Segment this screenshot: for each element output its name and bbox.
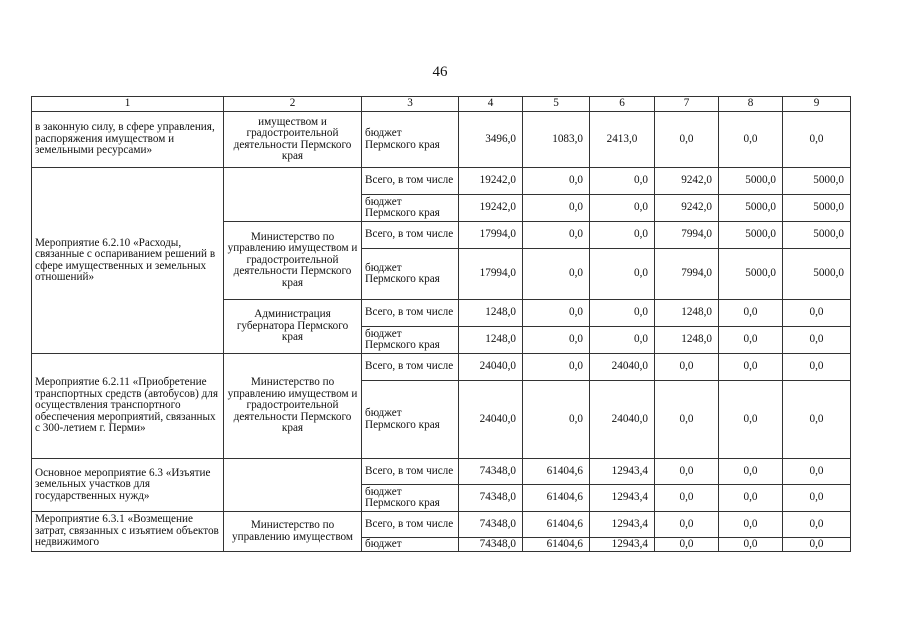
value-cell: 0,0 (783, 512, 851, 538)
value-cell: 12943,4 (590, 538, 655, 552)
source-cell: Всего, в том числе (362, 459, 459, 485)
source-cell: бюджет Пермского края (362, 249, 459, 300)
value-cell: 61404,6 (523, 512, 590, 538)
value-cell: 74348,0 (459, 459, 523, 485)
value-cell: 0,0 (590, 195, 655, 222)
value-cell: 1083,0 (523, 112, 590, 168)
value-cell: 0,0 (590, 249, 655, 300)
value-cell: 0,0 (719, 538, 783, 552)
value-cell: 19242,0 (459, 195, 523, 222)
value-cell: 74348,0 (459, 538, 523, 552)
source-cell: Всего, в том числе (362, 512, 459, 538)
col-header: 3 (362, 97, 459, 112)
activity-cell: Мероприятие 6.2.11 «Приобретение транспортных средств (автобусов) для осуществления транспортного обеспечения мероприятий, связанных с 300-летием г. Перми» (32, 354, 224, 459)
executor-cell: имуществом и градостроительной деятельности Пермского края (224, 112, 362, 168)
value-cell: 74348,0 (459, 485, 523, 512)
value-cell: 5000,0 (783, 249, 851, 300)
header-row (32, 97, 851, 112)
source-cell: Всего, в том числе (362, 300, 459, 327)
value-cell: 0,0 (590, 222, 655, 249)
value-cell: 19242,0 (459, 168, 523, 195)
value-cell: 0,0 (523, 222, 590, 249)
executor-cell: Министерство по управлению имуществом и градостроительной деятельности Пермского края (224, 222, 362, 300)
value-cell: 0,0 (719, 354, 783, 381)
value-cell: 5000,0 (783, 195, 851, 222)
executor-cell (224, 168, 362, 222)
source-cell: бюджет Пермского края (362, 485, 459, 512)
value-cell: 0,0 (655, 459, 719, 485)
value-cell: 24040,0 (590, 381, 655, 459)
value-cell: 5000,0 (719, 249, 783, 300)
table-row (32, 112, 851, 168)
col-header: 1 (32, 97, 224, 112)
col-header: 5 (523, 97, 590, 112)
value-cell: 0,0 (719, 300, 783, 327)
value-cell: 24040,0 (590, 354, 655, 381)
value-cell: 0,0 (719, 112, 783, 168)
activity-cell: Мероприятие 6.2.10 «Расходы, связанные с оспариванием решений в сфере имущественных и земельных отношений» (32, 168, 224, 354)
value-cell: 61404,6 (523, 459, 590, 485)
executor-cell: Министерство по управлению имуществом и градостроительной деятельности Пермского края (224, 354, 362, 459)
value-cell: 61404,6 (523, 485, 590, 512)
value-cell: 12943,4 (590, 512, 655, 538)
value-cell: 17994,0 (459, 249, 523, 300)
value-cell: 9242,0 (655, 195, 719, 222)
value-cell: 0,0 (655, 354, 719, 381)
value-cell: 0,0 (719, 381, 783, 459)
value-cell: 0,0 (523, 381, 590, 459)
source-cell: бюджет Пермского края (362, 381, 459, 459)
value-cell: 1248,0 (459, 300, 523, 327)
col-header: 6 (590, 97, 655, 112)
value-cell: 0,0 (655, 112, 719, 168)
activity-cell: Основное мероприятие 6.3 «Изъятие земельных участков для государственных нужд» (32, 459, 224, 512)
value-cell: 0,0 (523, 249, 590, 300)
table-row (32, 459, 851, 485)
source-cell: бюджет Пермского края (362, 327, 459, 354)
value-cell: 0,0 (719, 512, 783, 538)
value-cell: 1248,0 (655, 327, 719, 354)
executor-cell: Администрация губернатора Пермского края (224, 300, 362, 354)
value-cell: 0,0 (783, 327, 851, 354)
page-number: 46 (432, 64, 448, 80)
value-cell: 3496,0 (459, 112, 523, 168)
value-cell: 12943,4 (590, 459, 655, 485)
source-cell: Всего, в том числе (362, 222, 459, 249)
value-cell: 0,0 (783, 538, 851, 552)
value-cell: 0,0 (719, 459, 783, 485)
value-cell: 5000,0 (719, 168, 783, 195)
activity-cell: в законную силу, в сфере управления, распоряжения имуществом и земельными ресурсами» (32, 112, 224, 168)
source-cell: бюджет Пермского края (362, 112, 459, 168)
value-cell: 0,0 (523, 327, 590, 354)
value-cell: 0,0 (655, 485, 719, 512)
value-cell: 17994,0 (459, 222, 523, 249)
value-cell: 0,0 (590, 300, 655, 327)
value-cell: 0,0 (590, 168, 655, 195)
value-cell: 0,0 (783, 300, 851, 327)
value-cell: 1248,0 (459, 327, 523, 354)
value-cell: 7994,0 (655, 222, 719, 249)
value-cell: 61404,6 (523, 538, 590, 552)
col-header: 9 (783, 97, 851, 112)
value-cell: 0,0 (655, 538, 719, 552)
value-cell: 5000,0 (783, 168, 851, 195)
source-cell: бюджет (362, 538, 459, 552)
value-cell: 0,0 (783, 381, 851, 459)
activity-cell: Мероприятие 6.3.1 «Возмещение затрат, связанных с изъятием объектов недвижимого (32, 512, 224, 552)
value-cell: 0,0 (783, 354, 851, 381)
source-cell: Всего, в том числе (362, 354, 459, 381)
value-cell: 0,0 (523, 300, 590, 327)
value-cell: 0,0 (719, 485, 783, 512)
executor-cell (224, 459, 362, 512)
value-cell: 9242,0 (655, 168, 719, 195)
source-cell: Всего, в том числе (362, 168, 459, 195)
value-cell: 5000,0 (719, 222, 783, 249)
value-cell: 0,0 (590, 327, 655, 354)
value-cell: 0,0 (719, 327, 783, 354)
col-header: 8 (719, 97, 783, 112)
value-cell: 74348,0 (459, 512, 523, 538)
value-cell: 0,0 (783, 459, 851, 485)
value-cell: 0,0 (523, 354, 590, 381)
value-cell: 0,0 (655, 381, 719, 459)
value-cell: 0,0 (523, 168, 590, 195)
value-cell: 0,0 (655, 512, 719, 538)
value-cell: 24040,0 (459, 354, 523, 381)
col-header: 2 (224, 97, 362, 112)
table-row (32, 168, 851, 195)
value-cell: 2413,0 (590, 112, 655, 168)
table-row (32, 354, 851, 381)
source-cell: бюджет Пермского края (362, 195, 459, 222)
col-header: 7 (655, 97, 719, 112)
budget-table (31, 96, 851, 552)
value-cell: 0,0 (523, 195, 590, 222)
col-header: 4 (459, 97, 523, 112)
value-cell: 5000,0 (719, 195, 783, 222)
table-row (32, 512, 851, 538)
value-cell: 0,0 (783, 485, 851, 512)
value-cell: 0,0 (783, 112, 851, 168)
executor-cell: Министерство по управлению имуществом (224, 512, 362, 552)
value-cell: 1248,0 (655, 300, 719, 327)
value-cell: 24040,0 (459, 381, 523, 459)
value-cell: 12943,4 (590, 485, 655, 512)
value-cell: 7994,0 (655, 249, 719, 300)
value-cell: 5000,0 (783, 222, 851, 249)
